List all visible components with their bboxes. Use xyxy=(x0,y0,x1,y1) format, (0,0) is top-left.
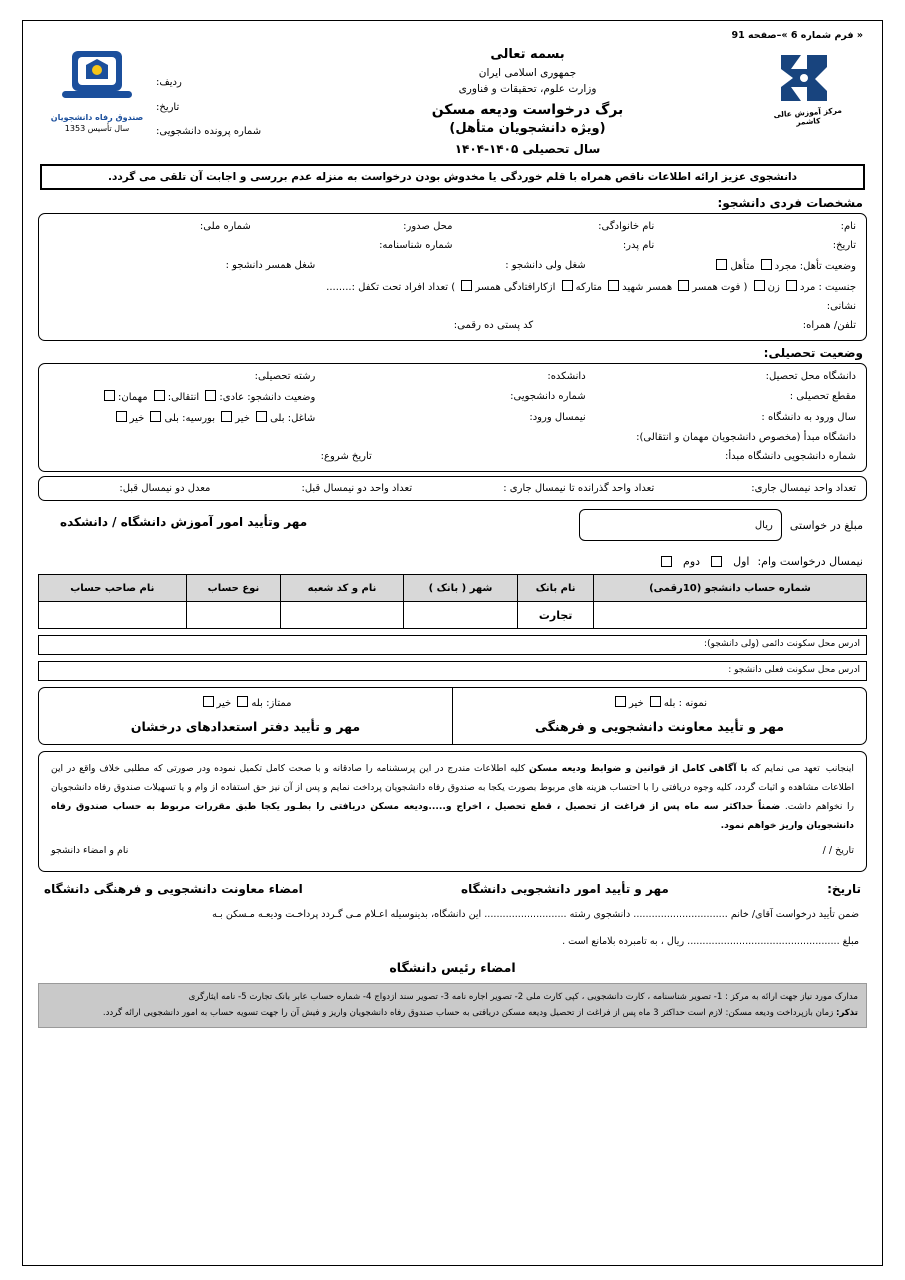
status-normal-label: وضعیت دانشجو: عادی: xyxy=(219,392,316,403)
marital-married-label: متأهل xyxy=(730,261,755,272)
field-employment-scholarship[interactable] xyxy=(49,411,315,424)
momtaz-options[interactable] xyxy=(49,696,442,709)
field-faculty[interactable]: دانشکده: xyxy=(547,371,586,382)
education-row-4 xyxy=(49,432,856,443)
field-father-name[interactable]: نام پدر: xyxy=(622,240,655,251)
namuneh-yes-label: بله xyxy=(663,698,676,709)
bank-td-owner[interactable] xyxy=(39,602,187,629)
country-line: جمهوری اسلامی ایران xyxy=(478,67,577,79)
education-row-1 xyxy=(49,371,856,382)
pledge-date[interactable]: تاریخ / / xyxy=(822,845,854,857)
refah-logo-icon xyxy=(56,49,138,117)
namuneh-no-label: خیر xyxy=(629,698,644,709)
president-signature-label: امضاء رئیس دانشگاه xyxy=(389,960,516,976)
ministry-line: وزارت علوم، تحقیقات و فناوری xyxy=(458,83,597,95)
field-start-date[interactable]: تاریخ شروع: xyxy=(320,451,372,462)
kashmar-logo-icon xyxy=(771,49,845,127)
personal-row-6 xyxy=(49,320,856,331)
personal-row-2 xyxy=(49,240,856,251)
field-degree-level[interactable]: مقطع تحصیلی : xyxy=(789,391,856,402)
field-marital-status[interactable] xyxy=(590,259,856,272)
pledge-box xyxy=(38,751,867,872)
refah-founded-year: سال تأسیس 1353 xyxy=(64,124,130,133)
talents-office-block xyxy=(39,688,452,744)
checkbox-guest[interactable] xyxy=(104,390,115,401)
checkbox-married[interactable] xyxy=(716,259,727,270)
header-meta xyxy=(156,43,306,145)
status-guest-label: مهمان: xyxy=(118,392,148,403)
field-entry-year[interactable]: سال ورود به دانشگاه : xyxy=(761,412,856,423)
checkbox-employed-no[interactable] xyxy=(221,411,232,422)
signature-date[interactable]: تاریخ: xyxy=(827,881,861,896)
header-titles xyxy=(306,43,749,156)
field-student-no[interactable]: شماره دانشجویی: xyxy=(510,391,586,402)
field-name[interactable]: نام: xyxy=(840,221,856,232)
field-guardian-job[interactable]: شغل ولی دانشجو : xyxy=(505,260,586,271)
dependents-label: ) تعداد افراد تحت تکفل :........ xyxy=(326,282,456,293)
education-row-3 xyxy=(49,411,856,424)
meta-radif: ردیف: xyxy=(156,77,182,88)
talents-office-stamp-label: مهر و تأیید دفتر استعدادهای درخشان xyxy=(130,719,361,734)
checkbox-employed-yes[interactable] xyxy=(256,411,267,422)
field-major[interactable]: رشته تحصیلی: xyxy=(254,371,316,382)
final-approval-text-1: ضمن تأیید درخواست آقای/ خانم ............................... دانشجوی رشته ........................... این دانشگاه، بدینوسیله اعـلام مـی گـردد پرداخـت ودیعـه مـسکن بـه xyxy=(212,908,859,920)
checkbox-semester-second[interactable] xyxy=(661,556,672,567)
pledge-text: تعهد می نمایم که با آگاهی کامل از قوانین و ضوابط ودیعه مسکن کلیه اطلاعات مندرج در این پرسشنامه را صادقانه و با صحت کامل تکمیل نموده ودر صورتی که مطلبی خلاف واقع در این اطلاعات مشاهده و اثبات گردد، کلیه وجوه دریافتی را با احتساب هزینه های مربوط بصورت یکجا به صندوق رفاه دانشجویان پرداخت نمایم و پس از آن نیز حق استفاده از وام و یا تسهیلات صندوق رفاه دانشجویان را نخواهم داشت. ضمناً حداکثر سه ماه پس از فراغت از تحصیل ، قطع تحصیل ، اخراج و.....ودیعه مسکن دریافتی را بطـور یکجا طبق مقررات مربوط به حساب صندوق رفاه دانشجویان واریز خواهم نمود. xyxy=(51,763,854,831)
scholarship-label: بورسیه: بلی xyxy=(164,413,215,424)
personal-row-4 xyxy=(49,280,856,293)
form-title: برگ درخواست ودیعه مسکن xyxy=(431,102,624,118)
table-row xyxy=(39,602,867,629)
bank-account-table xyxy=(38,574,867,629)
field-issue-place[interactable]: محل صدور: xyxy=(403,221,453,232)
checkbox-semester-first[interactable] xyxy=(711,556,722,567)
meta-date: تاریخ: xyxy=(156,101,180,113)
loan-second-label: دوم xyxy=(683,555,701,568)
form-subtitle: (ویژه دانشجویان متأهل) xyxy=(449,121,606,136)
cultural-deputy-block xyxy=(452,688,866,744)
notice-bar: دانشجوی عزیز ارائه اطلاعات ناقص همراه با قلم خوردگی یا مخدوش بودن درخواست به منزله عدم بررسی و اجابت آن تلقی می گردد. xyxy=(40,164,865,190)
checkbox-normal[interactable] xyxy=(205,390,216,401)
meta-file-no: شماره پرونده دانشجویی: xyxy=(156,126,262,137)
bank-table-header-row xyxy=(39,575,867,602)
martyr-spouse-label: همسر شهید xyxy=(622,282,673,293)
checkbox-separated[interactable] xyxy=(562,280,573,291)
gender-female-label: زن xyxy=(767,282,780,293)
university-logo xyxy=(749,43,867,127)
checkbox-namuneh-yes[interactable] xyxy=(650,696,661,707)
field-shenasname-no[interactable]: شماره شناسنامه: xyxy=(379,240,453,251)
loan-semester-label: نیمسال درخواست وام: xyxy=(757,555,863,568)
refah-fund-logo xyxy=(38,43,156,133)
personal-info-box xyxy=(38,213,867,341)
scholarship-no-label: خیر xyxy=(129,413,145,424)
field-passed-units[interactable]: تعداد واحد گذرانده تا نیمسال جاری : xyxy=(503,483,655,494)
confirmations-section xyxy=(38,687,867,745)
cultural-deputy-signature-label: امضاء معاونت دانشجویی و فرهنگی دانشگاه xyxy=(44,881,303,896)
field-phone[interactable]: تلفن/ همراه: xyxy=(802,320,856,331)
personal-row-3 xyxy=(49,259,856,272)
namuneh-options[interactable] xyxy=(463,696,856,709)
education-section-title: وضعیت تحصیلی: xyxy=(763,346,863,360)
current-address-field[interactable]: ادرس محل سکونت فعلی دانشجو : xyxy=(38,661,867,681)
momtaz-no-label: خیر xyxy=(216,698,232,709)
pledge-signature-line xyxy=(51,841,854,860)
field-address[interactable]: نشانی: xyxy=(826,301,856,312)
employed-no-label: خیر xyxy=(235,413,250,424)
bank-th-city: شهر ( بانک ) xyxy=(403,575,517,602)
bank-td-bank-name[interactable]: تجارت xyxy=(518,602,594,629)
rial-unit: ریال xyxy=(754,519,773,531)
personal-row-5 xyxy=(49,301,856,312)
bank-td-city[interactable] xyxy=(403,602,517,629)
checkbox-namuneh-no[interactable] xyxy=(615,696,626,707)
signature-row xyxy=(38,878,867,902)
cultural-deputy-stamp-label: مهر و تأیید معاونت دانشجویی و فرهنگی xyxy=(535,719,784,734)
university-logo-caption: مرکز آموزش عالی کاشمر xyxy=(773,105,843,127)
field-current-units[interactable]: تعداد واحد نیمسال جاری: xyxy=(751,483,856,494)
units-box xyxy=(38,476,867,501)
marital-single-label: مجرد xyxy=(774,261,797,272)
separated-label: متارکه xyxy=(575,282,602,293)
checkbox-momtaz-no[interactable] xyxy=(203,696,214,707)
momtaz-label: ممتاز: xyxy=(266,698,292,709)
employed-label: شاغل: بلی xyxy=(270,413,316,424)
gender-male-label: جنسیت : مرد xyxy=(799,282,856,293)
form-number: « فرم شماره 6 »–صفحه 91 xyxy=(731,30,863,41)
footer-reminder xyxy=(47,1005,858,1021)
checkbox-spouse-death[interactable] xyxy=(678,280,689,291)
marital-label: وضعیت تأهل: xyxy=(799,261,856,272)
bank-th-account-type: نوع حساب xyxy=(186,575,281,602)
document-header xyxy=(38,43,867,156)
amount-label: مبلغ در خواستی xyxy=(789,518,863,532)
footer-notes xyxy=(38,983,867,1028)
checkbox-male[interactable] xyxy=(786,280,797,291)
amount-input[interactable] xyxy=(579,509,782,541)
amount-section xyxy=(42,509,863,568)
amount-fields xyxy=(579,509,863,568)
field-university[interactable]: دانشگاه محل تحصیل: xyxy=(765,371,856,382)
bank-td-account-type[interactable] xyxy=(186,602,281,629)
bank-th-owner: نام صاحب حساب xyxy=(39,575,187,602)
footer-reminder-label: تذکر: xyxy=(836,1008,858,1019)
checkbox-scholarship-yes[interactable] xyxy=(150,411,161,422)
field-gpa[interactable]: معدل دو نیمسال قبل: xyxy=(119,483,211,494)
education-row-2 xyxy=(49,390,856,403)
final-approval-text-2: مبلغ .................................................. ریال ، به تامبرده بلامانع است . xyxy=(562,936,859,947)
field-birth-date[interactable]: تاریخ: xyxy=(832,240,856,251)
pledge-student-signature[interactable]: نام و امضاء دانشجو xyxy=(51,845,129,857)
checkbox-female[interactable] xyxy=(754,280,765,291)
field-gender-and-dependents[interactable] xyxy=(49,280,856,293)
field-origin-university[interactable]: دانشگاه مبدأ (مخصوص دانشجویان مهمان و انتقالی): xyxy=(636,432,856,443)
bank-td-branch[interactable] xyxy=(281,602,404,629)
amount-request-line xyxy=(579,509,863,541)
checkbox-transfer[interactable] xyxy=(154,390,165,401)
field-postal-code[interactable]: کد پستی ده رقمی: xyxy=(453,320,534,331)
bismillah: بسمه تعالی xyxy=(490,47,565,62)
personal-section-title: مشخصات فردی دانشجو: xyxy=(717,196,863,210)
footer-reminder-text: زمان بازپرداخت ودیعه مسکن: لازم است حداکثر 3 ماه پس از فراغت از تحصیل ودیعه مسکن دریافتی به حساب صندوق رفاه دانشجویان واریز و فیش آن را جهت تسویه حساب به امور دانشجویی ارائه گردد. xyxy=(102,1008,834,1019)
footer-required-docs: مدارک مورد نیاز جهت ارائه به مرکز : 1- تصویر شناسنامه ، کارت دانشجویی ، کپی کارت ملی 2- تصویر اجاره نامه 3- تصویر سند ازدواج 4- شماره حساب عابر بانک تجارت 5- نامه ایثارگری xyxy=(188,992,858,1003)
field-origin-student-no[interactable]: شماره دانشجویی دانشگاه مبدأ: xyxy=(724,451,856,462)
bank-th-bank-name: نام بانک xyxy=(518,575,594,602)
checkbox-martyr-spouse[interactable] xyxy=(608,280,619,291)
loan-first-label: اول xyxy=(733,555,750,568)
field-student-status[interactable] xyxy=(49,390,315,403)
student-affairs-stamp-label: مهر و تأیید امور دانشجویی دانشگاه xyxy=(461,881,669,896)
education-info-box xyxy=(38,363,867,472)
bank-th-branch: نام و کد شعبه xyxy=(281,575,404,602)
momtaz-yes-label: بله xyxy=(251,698,263,709)
refah-logo-caption: صندوق رفاه دانشجویان xyxy=(50,113,144,122)
bank-td-account-no[interactable] xyxy=(593,602,866,629)
namuneh-label: نمونه : xyxy=(678,698,707,709)
academic-year: سال تحصیلی ۱۴۰۵-۱۴۰۴ xyxy=(454,142,601,156)
checkbox-disabled-spouse[interactable] xyxy=(461,280,472,291)
personal-row-1 xyxy=(49,221,856,232)
education-row-5 xyxy=(49,451,856,462)
field-family[interactable]: نام خانوادگی: xyxy=(598,221,655,232)
status-transfer-label: انتقالی: xyxy=(167,392,200,403)
field-national-id[interactable]: شماره ملی: xyxy=(199,221,251,232)
field-last-two-units[interactable]: تعداد واحد دو نیمسال قبل: xyxy=(301,483,413,494)
spouse-death-label: ( فوت همسر xyxy=(692,282,748,293)
disabled-spouse-label: ازکارافتادگی همسر xyxy=(475,282,556,293)
permanent-address-field[interactable]: ادرس محل سکونت دائمی (ولی دانشجو): xyxy=(38,635,867,655)
field-spouse-job[interactable]: شغل همسر دانشجو : xyxy=(225,260,316,271)
checkbox-scholarship-no[interactable] xyxy=(116,411,127,422)
bank-th-account-no: شماره حساب دانشجو (10رقمی) xyxy=(593,575,866,602)
checkbox-single[interactable] xyxy=(761,259,772,270)
education-office-stamp-label: مهر وتأیید امور آموزش دانشگاه / دانشکده xyxy=(60,515,308,529)
loan-semester-line xyxy=(579,555,863,568)
pledge-label: اینجانب xyxy=(825,763,854,774)
field-entry-semester[interactable]: نیمسال ورود: xyxy=(529,412,586,423)
checkbox-momtaz-yes[interactable] xyxy=(237,696,248,707)
